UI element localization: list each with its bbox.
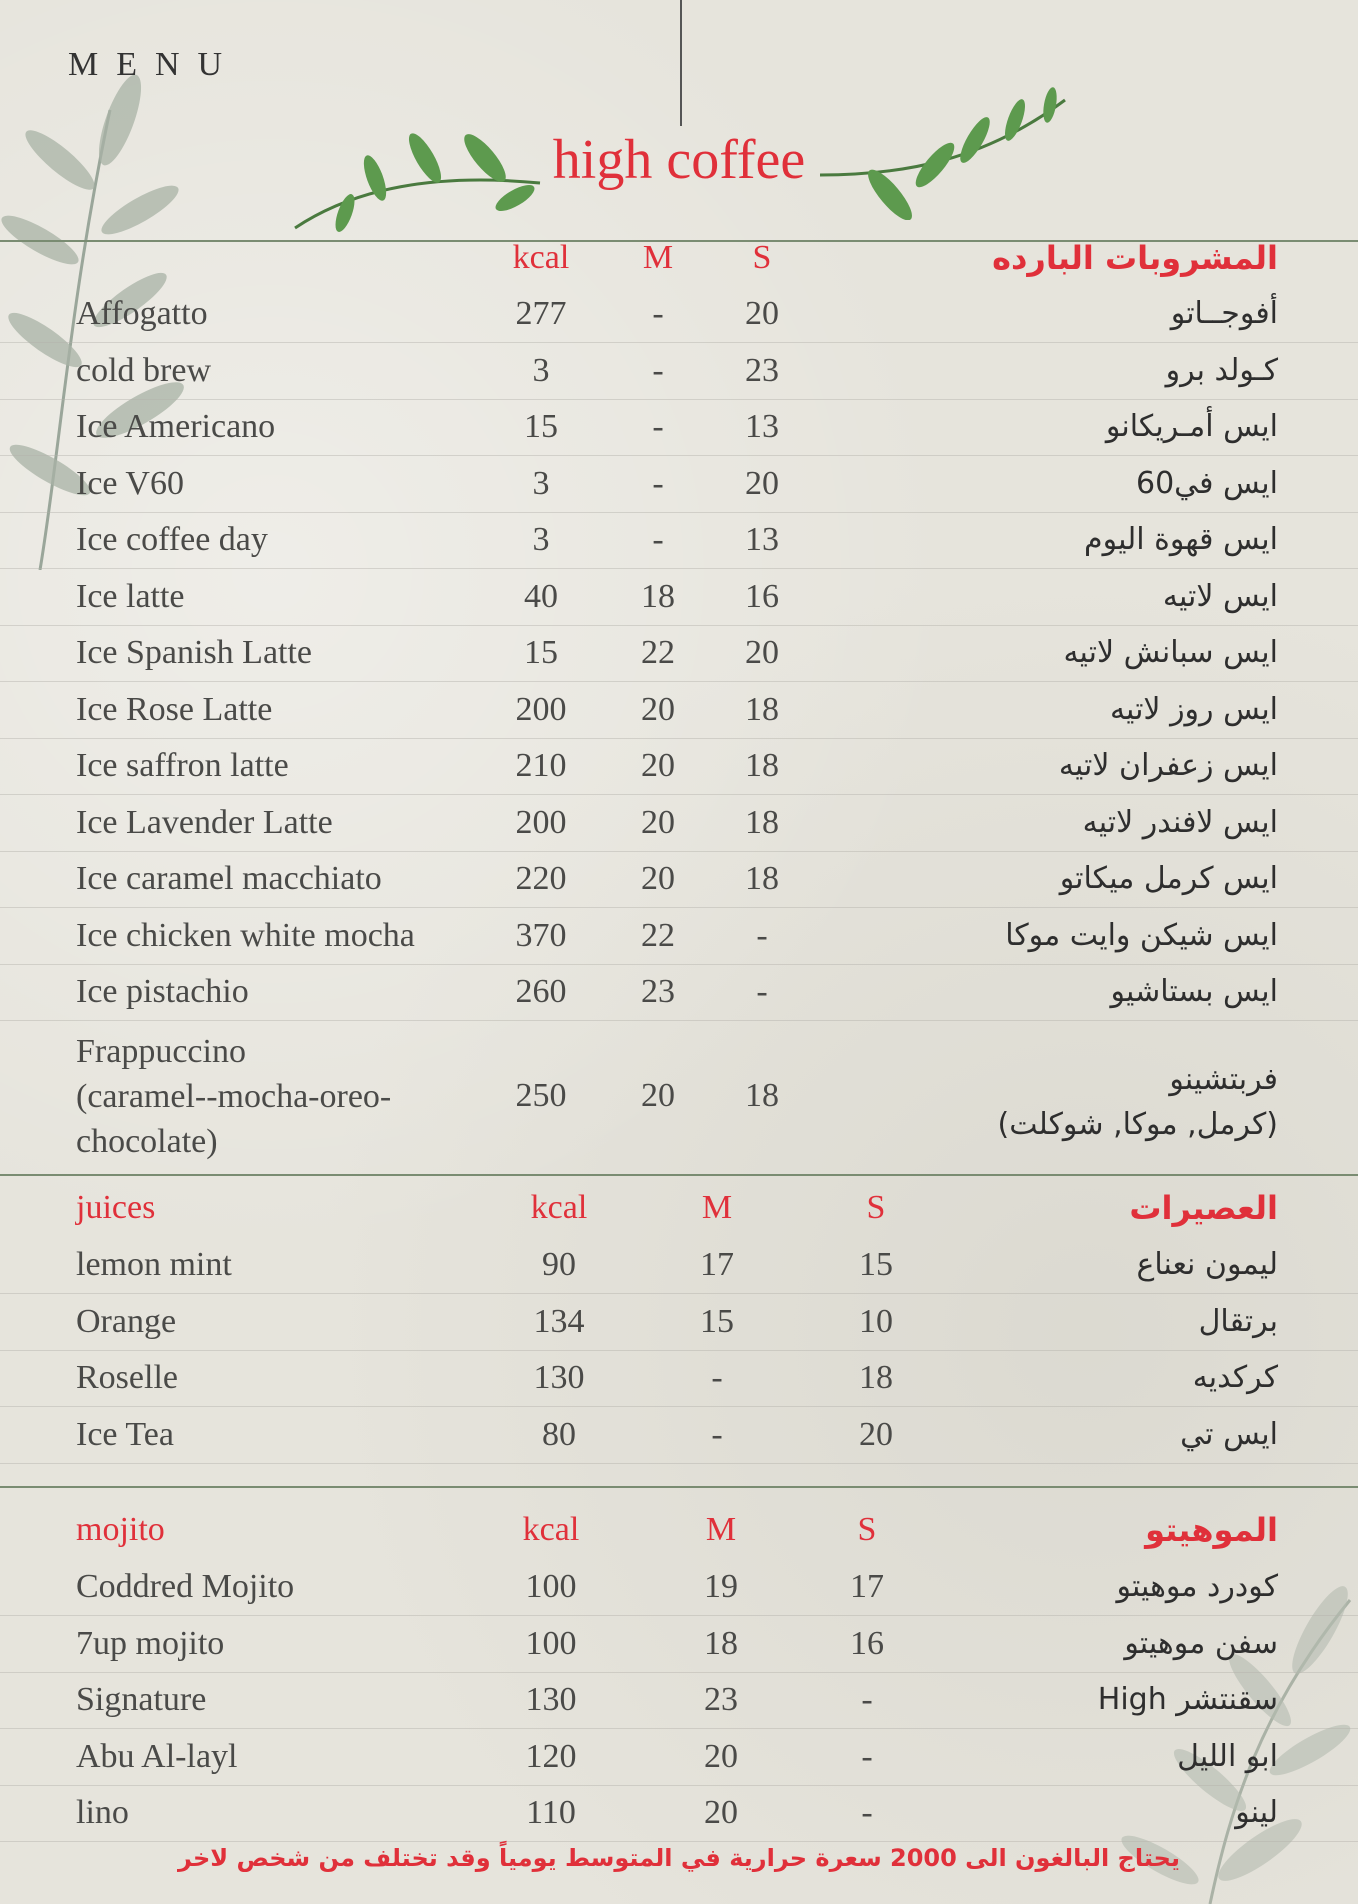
- item-price-s: 20: [745, 634, 779, 671]
- item-price-s: -: [756, 973, 768, 1010]
- item-kcal: 210: [515, 747, 567, 784]
- item-price-m: 18: [641, 577, 675, 615]
- item-price-s: -: [861, 1737, 873, 1775]
- item-name: lino: [76, 1794, 129, 1831]
- size-s-header: S: [752, 239, 772, 276]
- item-name-ar: ايس أمـريكانو: [1105, 409, 1278, 444]
- item-name: Ice chicken white mocha: [76, 916, 415, 954]
- item-kcal: 100: [525, 1624, 577, 1662]
- section-title-ar: العصيرات: [1129, 1189, 1278, 1227]
- item-name-line: Frappuccino: [76, 1032, 246, 1070]
- juices-header: [0, 1180, 1358, 1236]
- item-price-m: 22: [641, 634, 675, 671]
- item-kcal: 90: [542, 1246, 576, 1283]
- item-price-s: 20: [745, 295, 779, 332]
- menu-item-row: [0, 625, 1358, 682]
- cold-drinks-header: [0, 230, 1358, 286]
- item-name: Signature: [76, 1681, 207, 1718]
- menu-item-row: [0, 1672, 1358, 1729]
- item-name: Coddred Mojito: [76, 1568, 295, 1605]
- item-price-m: 23: [704, 1681, 738, 1718]
- item-price-m: 20: [641, 1076, 675, 1114]
- menu-item-row: [0, 1559, 1358, 1616]
- item-price-m: -: [711, 1415, 723, 1453]
- item-name: cold brew: [76, 351, 212, 389]
- item-kcal: 200: [515, 803, 567, 841]
- item-name: Ice Rose Latte: [76, 690, 273, 728]
- menu-item-row: [0, 738, 1358, 795]
- item-price-s: 18: [745, 747, 779, 784]
- item-kcal: 370: [515, 916, 567, 954]
- menu-item-row: [0, 1237, 1358, 1294]
- menu-item-row: [0, 795, 1358, 852]
- item-name-ar: ايس لافندر لاتيه: [1082, 804, 1278, 840]
- item-kcal: 260: [515, 973, 567, 1010]
- item-price-s: 18: [745, 690, 779, 728]
- item-name-ar-line: فربتشينو: [1169, 1061, 1278, 1097]
- item-name: Ice V60: [76, 464, 184, 502]
- item-name: Ice caramel macchiato: [76, 860, 382, 897]
- section-title-ar: الموهيتو: [1145, 1511, 1278, 1549]
- item-name-ar: ايس قهوة اليوم: [1084, 522, 1278, 557]
- item-price-m: 20: [704, 1794, 738, 1831]
- item-price-m: 20: [641, 803, 675, 841]
- item-price-m: 20: [704, 1737, 738, 1775]
- item-name-ar: ايس كرمل ميكاتو: [1059, 861, 1278, 896]
- item-price-s: 18: [745, 860, 779, 897]
- item-price-s: 20: [859, 1415, 893, 1453]
- menu-item-row: [0, 1021, 1358, 1171]
- menu-item-row: [0, 286, 1358, 343]
- item-price-s: 17: [850, 1568, 884, 1605]
- item-name: Ice Spanish Latte: [76, 634, 313, 671]
- item-price-m: 15: [700, 1302, 734, 1340]
- item-name-ar: برتقال: [1198, 1303, 1278, 1339]
- item-name: lemon mint: [76, 1246, 232, 1283]
- item-name-ar: ايس سبانش لاتيه: [1063, 635, 1278, 670]
- size-m-header: M: [705, 1511, 737, 1548]
- item-kcal: 3: [532, 464, 550, 502]
- menu-item-row: [0, 343, 1358, 400]
- item-kcal: 130: [533, 1359, 585, 1396]
- item-name-ar: ايس شيكن وايت موكا: [1005, 917, 1278, 953]
- item-name: Roselle: [76, 1359, 178, 1396]
- menu-item-row: [0, 512, 1358, 569]
- item-name: Ice coffee day: [76, 521, 268, 558]
- menu-item-row: [0, 682, 1358, 739]
- item-name: Ice latte: [76, 577, 185, 615]
- item-name-line: (caramel--mocha-oreo-: [76, 1077, 392, 1115]
- item-price-s: 18: [859, 1359, 893, 1396]
- item-price-m: -: [652, 521, 664, 558]
- item-price-s: 10: [859, 1302, 893, 1340]
- item-price-s: 13: [745, 408, 779, 445]
- menu-item-row: [0, 1407, 1358, 1464]
- section-divider-mojito: [0, 1486, 1358, 1488]
- item-price-m: 22: [641, 916, 675, 954]
- item-name-ar: لينو: [1235, 1795, 1278, 1830]
- item-price-m: -: [711, 1359, 723, 1396]
- item-name-ar: [998, 1057, 1278, 1147]
- item-price-s: 16: [850, 1624, 884, 1662]
- item-price-m: 20: [641, 860, 675, 897]
- menu-label: MENU: [68, 46, 241, 83]
- item-price-m: 20: [641, 690, 675, 728]
- item-name: 7up mojito: [76, 1624, 225, 1662]
- section-label: mojito: [76, 1511, 165, 1548]
- item-name-ar: ابو الليل: [1177, 1738, 1278, 1774]
- item-price-m: -: [652, 295, 664, 332]
- item-price-m: -: [652, 351, 664, 389]
- menu-item-row: [0, 1350, 1358, 1407]
- item-kcal: 3: [532, 351, 550, 389]
- item-name: [76, 1029, 496, 1164]
- item-name: Ice saffron latte: [76, 747, 289, 784]
- calorie-footer-note: يحتاج البالغون الى 2000 سعرة حرارية في المتوسط يومياً وقد تختلف من شخص لاخر: [178, 1844, 1180, 1872]
- item-kcal: 40: [524, 577, 558, 615]
- kcal-header: kcal: [522, 1511, 580, 1548]
- item-name-ar: كركديه: [1192, 1360, 1278, 1395]
- item-name-ar: كـولد برو: [1165, 352, 1278, 388]
- item-name-ar: ايس روز لاتيه: [1109, 691, 1278, 727]
- item-name-ar: ايس لاتيه: [1162, 578, 1278, 614]
- item-name: Affogatto: [76, 295, 208, 332]
- item-name-line: chocolate): [76, 1122, 218, 1160]
- item-name-ar-line: (كرمل, موكا, شوكلت): [997, 1106, 1278, 1142]
- item-name-ar: ايس في60: [1135, 465, 1278, 501]
- menu-item-row: [0, 1785, 1358, 1842]
- size-m-header: M: [701, 1189, 733, 1226]
- item-price-m: -: [652, 464, 664, 502]
- item-price-s: 20: [745, 464, 779, 502]
- kcal-header: kcal: [512, 239, 570, 276]
- item-name-ar: سقنتشر High: [1097, 1682, 1278, 1717]
- item-price-s: 18: [745, 1076, 779, 1114]
- item-price-m: -: [652, 408, 664, 445]
- size-s-header: S: [866, 1189, 886, 1226]
- mojito-header: [0, 1502, 1358, 1558]
- item-kcal: 80: [542, 1415, 576, 1453]
- item-name: Ice Lavender Latte: [76, 803, 333, 841]
- item-kcal: 100: [525, 1568, 577, 1605]
- item-price-s: -: [861, 1794, 873, 1831]
- top-divider-line: [680, 0, 682, 126]
- item-name: Ice Tea: [76, 1415, 174, 1453]
- item-price-m: 18: [704, 1624, 738, 1662]
- item-name: Orange: [76, 1302, 177, 1340]
- item-name: Abu Al-layl: [76, 1737, 238, 1775]
- item-name-ar: ايس تي: [1180, 1416, 1278, 1452]
- item-kcal: 15: [524, 408, 558, 445]
- item-price-s: 16: [745, 577, 779, 615]
- menu-item-row: [0, 569, 1358, 626]
- item-name-ar: ايس بستاشيو: [1110, 974, 1278, 1009]
- item-price-s: 13: [745, 521, 779, 558]
- item-kcal: 134: [533, 1302, 585, 1340]
- item-price-s: -: [861, 1681, 873, 1718]
- item-price-m: 17: [700, 1246, 734, 1283]
- kcal-header: kcal: [530, 1189, 588, 1226]
- item-kcal: 110: [526, 1794, 576, 1831]
- item-name-ar: ليمون نعناع: [1136, 1247, 1278, 1282]
- item-kcal: 130: [525, 1681, 577, 1718]
- item-name: Ice Americano: [76, 408, 276, 445]
- item-price-m: 20: [641, 747, 675, 784]
- item-price-s: 15: [859, 1246, 893, 1283]
- item-name-ar: كودرد موهيتو: [1116, 1569, 1278, 1604]
- menu-item-row: [0, 964, 1358, 1021]
- menu-item-row: [0, 399, 1358, 456]
- item-kcal: 220: [515, 860, 567, 897]
- item-kcal: 200: [515, 690, 567, 728]
- section-title-ar: المشروبات البارده: [992, 239, 1278, 277]
- item-name-ar: سفن موهيتو: [1124, 1625, 1278, 1661]
- item-kcal: 250: [515, 1076, 567, 1114]
- brand-title: high coffee: [552, 129, 806, 191]
- menu-item-row: [0, 456, 1358, 513]
- item-kcal: 120: [525, 1737, 577, 1775]
- item-price-m: 23: [641, 973, 675, 1010]
- menu-item-row: [0, 1294, 1358, 1351]
- item-kcal: 277: [515, 295, 567, 332]
- item-name-ar: أفوجــاتو: [1170, 296, 1278, 331]
- item-name-ar: ايس زعفران لاتيه: [1058, 748, 1278, 783]
- item-price-s: -: [756, 916, 768, 954]
- item-kcal: 3: [532, 521, 550, 558]
- item-price-s: 18: [745, 803, 779, 841]
- menu-item-row: [0, 1616, 1358, 1673]
- item-price-s: 23: [745, 351, 779, 389]
- size-m-header: M: [642, 239, 674, 276]
- item-name: Ice pistachio: [76, 973, 249, 1010]
- menu-item-row: [0, 1729, 1358, 1786]
- item-kcal: 15: [524, 634, 558, 671]
- menu-item-row: [0, 908, 1358, 965]
- section-divider-juices: [0, 1174, 1358, 1176]
- item-price-m: 19: [704, 1568, 738, 1605]
- size-s-header: S: [857, 1511, 877, 1548]
- section-label: juices: [76, 1189, 156, 1226]
- menu-item-row: [0, 851, 1358, 908]
